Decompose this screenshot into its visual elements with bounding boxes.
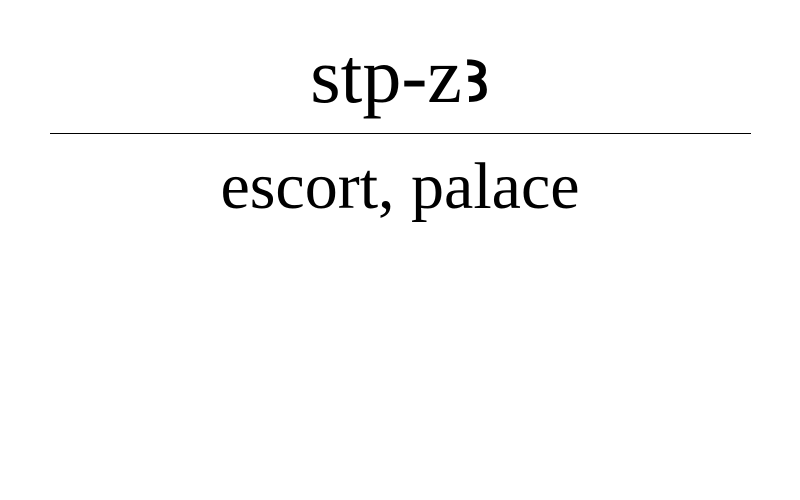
divider-rule (50, 133, 751, 134)
transliteration-term: stp-zꜣ (310, 32, 490, 119)
translation-gloss: escort, palace (220, 150, 580, 223)
